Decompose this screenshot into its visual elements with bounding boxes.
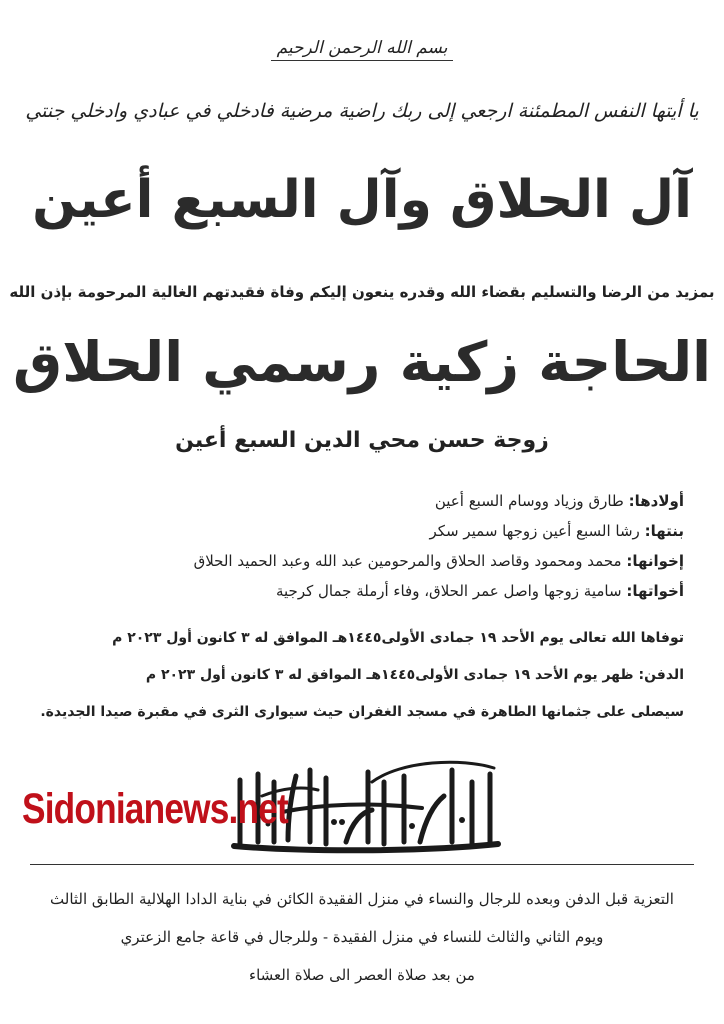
funeral-details bbox=[40, 620, 684, 731]
condolence-line: التعزية قبل الدفن وبعده للرجال والنساء في منزل الفقيدة الكائن في بناية الدادا الهلالية الطابق الثالث bbox=[50, 890, 674, 908]
death-date-line: توفاها الله تعالى يوم الأحد ١٩ جمادى الأولى١٤٤٥هـ الموافق له ٣ كانون أول ٢٠٢٣ م bbox=[112, 630, 684, 646]
condolence-line: ويوم الثاني والثالث للنساء في منزل الفقيدة - وللرجال في قاعة جامع الزعتري bbox=[120, 928, 604, 946]
watermark-text: Sidonianews.net bbox=[22, 785, 288, 833]
relatives-row-sons bbox=[44, 486, 684, 516]
relative-label: إخوانها: bbox=[626, 552, 684, 570]
condolence-info bbox=[30, 880, 694, 994]
quran-verse: يا أيتها النفس المطمئنة ارجعي إلى ربك راضية مرضية فادخلي في عبادي وادخلي جنتي bbox=[25, 100, 699, 122]
relatives-list bbox=[44, 486, 684, 606]
relative-label: أولادها: bbox=[628, 492, 684, 510]
relative-value: رشا السبع أعين زوجها سمير سكر bbox=[429, 522, 640, 540]
relative-label: بنتها: bbox=[644, 522, 684, 540]
basmala-text: بسم الله الرحمن الرحيم bbox=[271, 38, 454, 61]
deceased-name: الحاجة زكية رسمي الحلاق bbox=[12, 330, 712, 394]
relative-value: طارق وزياد ووسام السبع أعين bbox=[434, 492, 624, 510]
condolence-line: من بعد صلاة العصر الى صلاة العشاء bbox=[249, 966, 475, 984]
relatives-row-sisters bbox=[44, 576, 684, 606]
burial-line: الدفن: ظهر يوم الأحد ١٩ جمادى الأولى١٤٤٥هـ الموافق له ٣ كانون أول ٢٠٢٣ م bbox=[145, 667, 684, 683]
intro-line: بمزيد من الرضا والتسليم بقضاء الله وقدره ينعون إليكم وفاة فقيدتهم الغالية المرحومة بإذن الله bbox=[9, 283, 715, 301]
relative-value: محمد ومحمود وقاصد الحلاق والمرحومين عبد الله وعبد الحميد الحلاق bbox=[193, 552, 622, 570]
basmala bbox=[0, 38, 724, 61]
relatives-row-brothers bbox=[44, 546, 684, 576]
spouse-line: زوجة حسن محي الدين السبع أعين bbox=[175, 428, 549, 453]
prayer-line: سيصلى على جثمانها الطاهرة في مسجد الغفران حيث سيوارى الثرى في مقبرة صيدا الجديدة. bbox=[40, 704, 684, 720]
relative-label: أخواتها: bbox=[626, 582, 684, 600]
divider bbox=[30, 864, 694, 865]
families-heading: آل الحلاق وآل السبع أعين bbox=[32, 170, 692, 230]
relative-value: سامية زوجها واصل عمر الحلاق، وفاء أرملة جمال كرجية bbox=[275, 582, 622, 600]
relatives-row-daughter bbox=[44, 516, 684, 546]
